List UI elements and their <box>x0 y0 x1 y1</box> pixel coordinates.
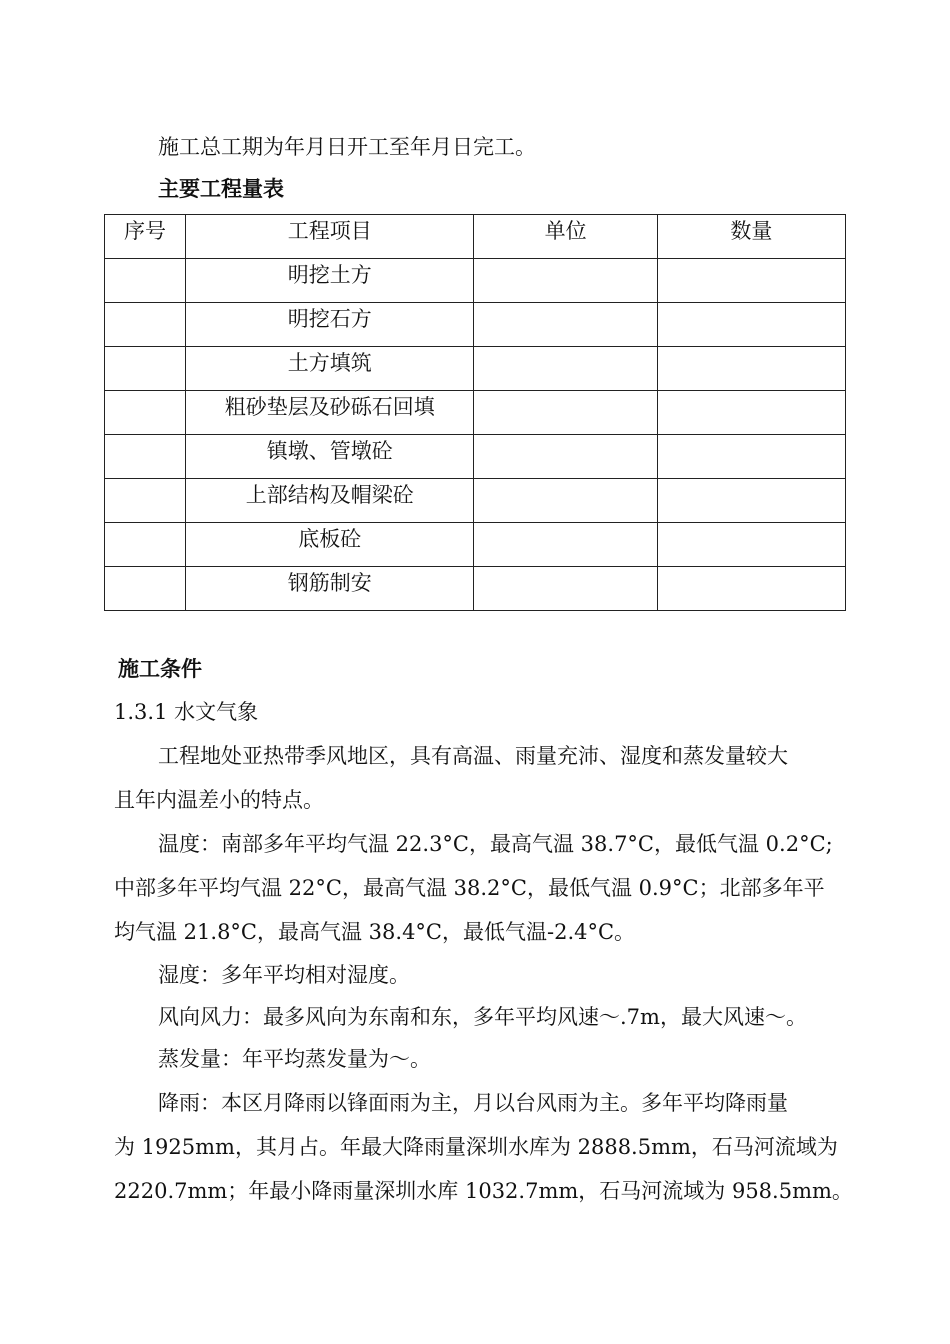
schedule-sentence: 施工总工期为年月日开工至年月日完工。 <box>158 135 536 159</box>
cell-serial-no <box>105 523 186 567</box>
cell-work-item: 粗砂垫层及砂砾石回填 <box>186 391 474 435</box>
cell-work-item: 明挖石方 <box>186 303 474 347</box>
rainfall-line: 2220.7mm；年最小降雨量深圳水库 1032.7mm，石马河流域为 958.5mm。 <box>114 1179 853 1203</box>
header-serial-no: 序号 <box>105 215 186 259</box>
table-title: 主要工程量表 <box>158 176 284 201</box>
climate-paragraph-line: 工程地处亚热带季风地区，具有高温、雨量充沛、湿度和蒸发量较大 <box>158 744 788 768</box>
cell-work-item: 上部结构及帽梁砼 <box>186 479 474 523</box>
temperature-line: 中部多年平均气温 22°C，最高气温 38.2°C，最低气温 0.9°C；北部多年平 <box>114 876 825 900</box>
cell-quantity <box>657 435 845 479</box>
cell-unit <box>474 435 657 479</box>
cell-quantity <box>657 259 845 303</box>
cell-work-item: 钢筋制安 <box>186 567 474 611</box>
header-work-item: 工程项目 <box>186 215 474 259</box>
rainfall-line: 降雨：本区月降雨以锋面雨为主，月以台风雨为主。多年平均降雨量 <box>158 1091 788 1115</box>
wind-line: 风向风力：最多风向为东南和东，多年平均风速～.7m，最大风速～。 <box>158 1005 807 1029</box>
cell-unit <box>474 259 657 303</box>
table-row <box>105 259 846 303</box>
cell-serial-no <box>105 347 186 391</box>
cell-serial-no <box>105 567 186 611</box>
cell-work-item: 土方填筑 <box>186 347 474 391</box>
table-header-row <box>105 215 846 259</box>
cell-unit <box>474 523 657 567</box>
cell-serial-no <box>105 435 186 479</box>
humidity-line: 湿度：多年平均相对湿度。 <box>158 963 410 987</box>
temperature-line: 均气温 21.8°C，最高气温 38.4°C，最低气温-2.4°C。 <box>114 920 636 944</box>
table-row <box>105 303 846 347</box>
table-row <box>105 391 846 435</box>
cell-unit <box>474 391 657 435</box>
quantity-table <box>104 214 846 611</box>
cell-unit <box>474 567 657 611</box>
cell-unit <box>474 479 657 523</box>
table-row <box>105 523 846 567</box>
cell-unit <box>474 347 657 391</box>
cell-quantity <box>657 523 845 567</box>
cell-unit <box>474 303 657 347</box>
cell-quantity <box>657 391 845 435</box>
cell-serial-no <box>105 479 186 523</box>
cell-serial-no <box>105 391 186 435</box>
cell-quantity <box>657 567 845 611</box>
section-heading: 施工条件 <box>118 656 202 681</box>
cell-work-item: 底板砼 <box>186 523 474 567</box>
climate-paragraph-line: 且年内温差小的特点。 <box>114 788 324 812</box>
cell-quantity <box>657 347 845 391</box>
header-unit: 单位 <box>474 215 657 259</box>
table-row <box>105 347 846 391</box>
rainfall-line: 为 1925mm，其月占。年最大降雨量深圳水库为 2888.5mm，石马河流域为 <box>114 1135 838 1159</box>
cell-quantity <box>657 479 845 523</box>
table-row <box>105 567 846 611</box>
header-quantity: 数量 <box>657 215 845 259</box>
cell-serial-no <box>105 303 186 347</box>
cell-quantity <box>657 303 845 347</box>
evaporation-line: 蒸发量：年平均蒸发量为～。 <box>158 1047 431 1071</box>
table-row <box>105 435 846 479</box>
cell-serial-no <box>105 259 186 303</box>
table-row <box>105 479 846 523</box>
temperature-line: 温度：南部多年平均气温 22.3°C，最高气温 38.7°C，最低气温 0.2°C; <box>158 832 833 856</box>
subsection-heading: 1.3.1 水文气象 <box>114 700 259 724</box>
cell-work-item: 明挖土方 <box>186 259 474 303</box>
cell-work-item: 镇墩、管墩砼 <box>186 435 474 479</box>
